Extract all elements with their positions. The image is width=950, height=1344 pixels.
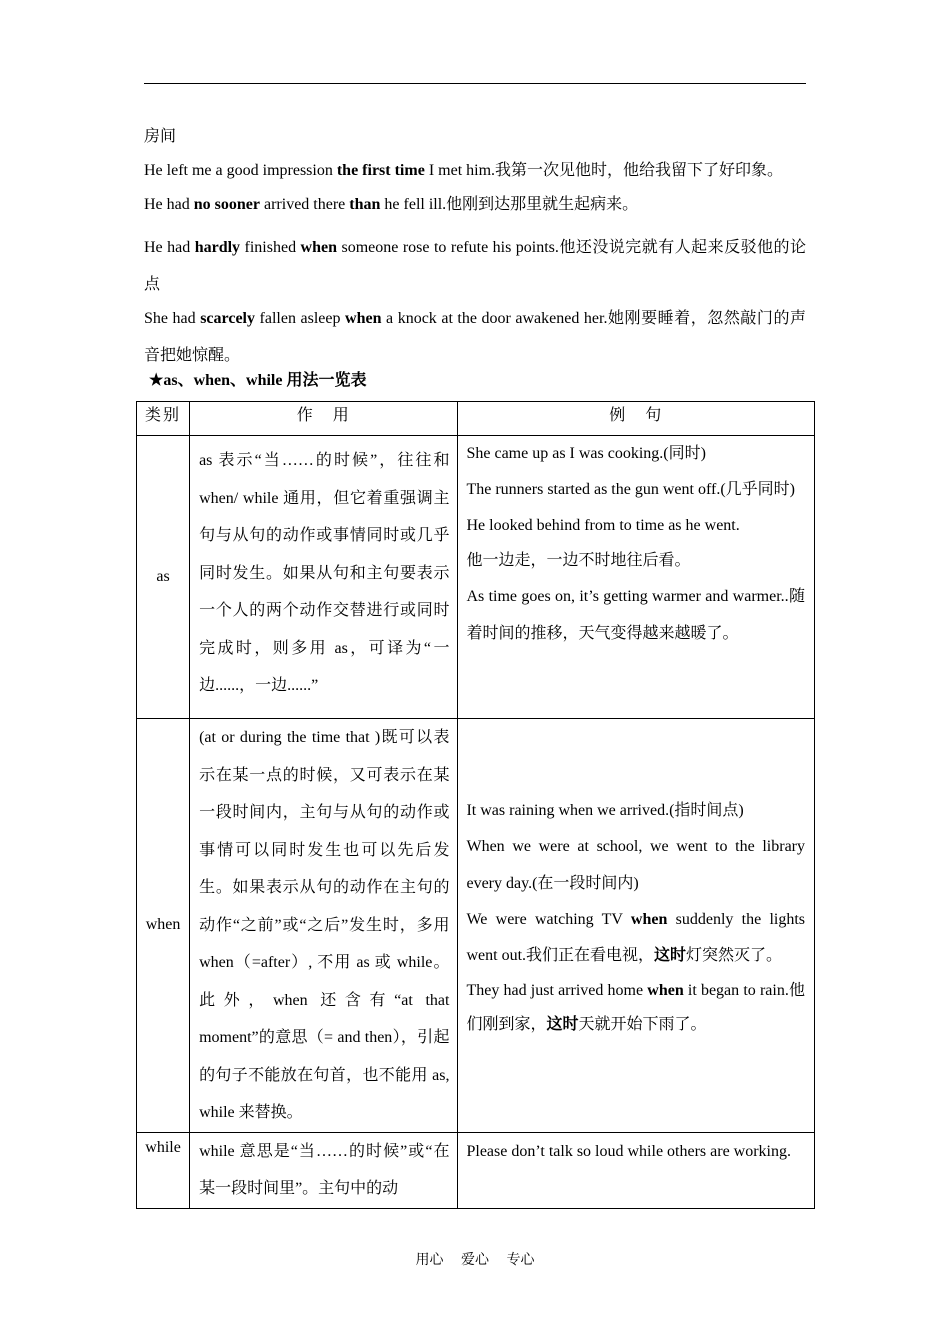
text-line-4: He had hardly finished when someone rose to refute his points.他还没说完就有人起来反驳他的论点 [144,239,806,293]
example-sentence: It was raining when we arrived.(指时间点) [466,802,744,819]
table-row-as [137,436,815,719]
usage-cell: (at or during the time that )既可以表示在某一点的时候，又可表示在某一段时间内，主句与从句的动作或事情可以同时发生也可以先后发生。如果表示从句的动作在主句的动作“之前”或“之后”发生时，多用 when（=after）, 不用 as 或 while。此外，when 还含有“at that moment”的意思（= and then），引起的句子不能放在句首，也不能用 as, while 来替换。 [190,719,458,1133]
category-cell: when [137,719,190,1133]
example-sentence: The runners started as the gun went off.(几乎同时) [466,481,795,498]
text-line-5: She had scarcely fallen asleep when a knock at the door awakened her.她刚要睡着，忽然敲门的声音把她惊醒。 [144,310,806,364]
header-usage: 作 用 [190,402,458,436]
example-sentence: 他一边走，一边不时地往后看。 [466,552,691,569]
header-category: 类别 [137,402,190,436]
usage-cell: as 表示“当……的时候”，往往和 when/ while 通用，但它着重强调主句与从句的动作或事情同时或几乎同时发生。如果从句和主句要表示一个人的两个动作交替进行或同时完成时，则多用 as，可译为“一边......，一边......” [190,436,458,719]
category-cell: as [137,436,190,719]
category-cell: while [137,1132,190,1208]
header-rule [144,83,806,84]
example-sentence: As time goes on, it’s getting warmer and warmer..随着时间的推移，天气变得越来越暖了。 [466,588,805,642]
text-line-1: 房间 [144,128,177,145]
example-sentence: We were watching TV when suddenly the lights went out.我们正在看电视，这时灯突然灭了。 [466,911,806,964]
text-line-2: He left me a good impression the first time I met him.我第一次见他时，他给我留下了好印象。 [144,162,784,179]
example-cell [458,1132,815,1208]
table-title: ★as、when、while 用法一览表 [149,372,367,389]
example-cell [458,719,815,1133]
example-sentence: They had just arrived home when it began to rain.他们刚到家，这时天就开始下雨了。 [466,982,805,1033]
table-row-while [137,1132,815,1208]
table-header-row [137,402,815,436]
usage-table [136,401,815,1209]
example-sentence: She came up as I was cooking.(同时) [466,445,706,462]
header-example: 例 句 [458,402,815,436]
example-cell [458,436,815,719]
table-row-when [137,719,815,1133]
usage-cell: while 意思是“当……的时候”或“在某一段时间里”。主句中的动 [190,1132,458,1208]
example-sentence: When we were at school, we went to the library every day.(在一段时间内) [466,838,805,892]
example-sentence: Please don’t talk so loud while others are working. [466,1142,791,1160]
text-line-3: He had no sooner arrived there than he fell ill.他刚到达那里就生起病来。 [144,196,639,213]
example-sentence: He looked behind from to time as he went. [466,517,740,534]
page-footer: 用心 爱心 专心 [415,1253,535,1268]
